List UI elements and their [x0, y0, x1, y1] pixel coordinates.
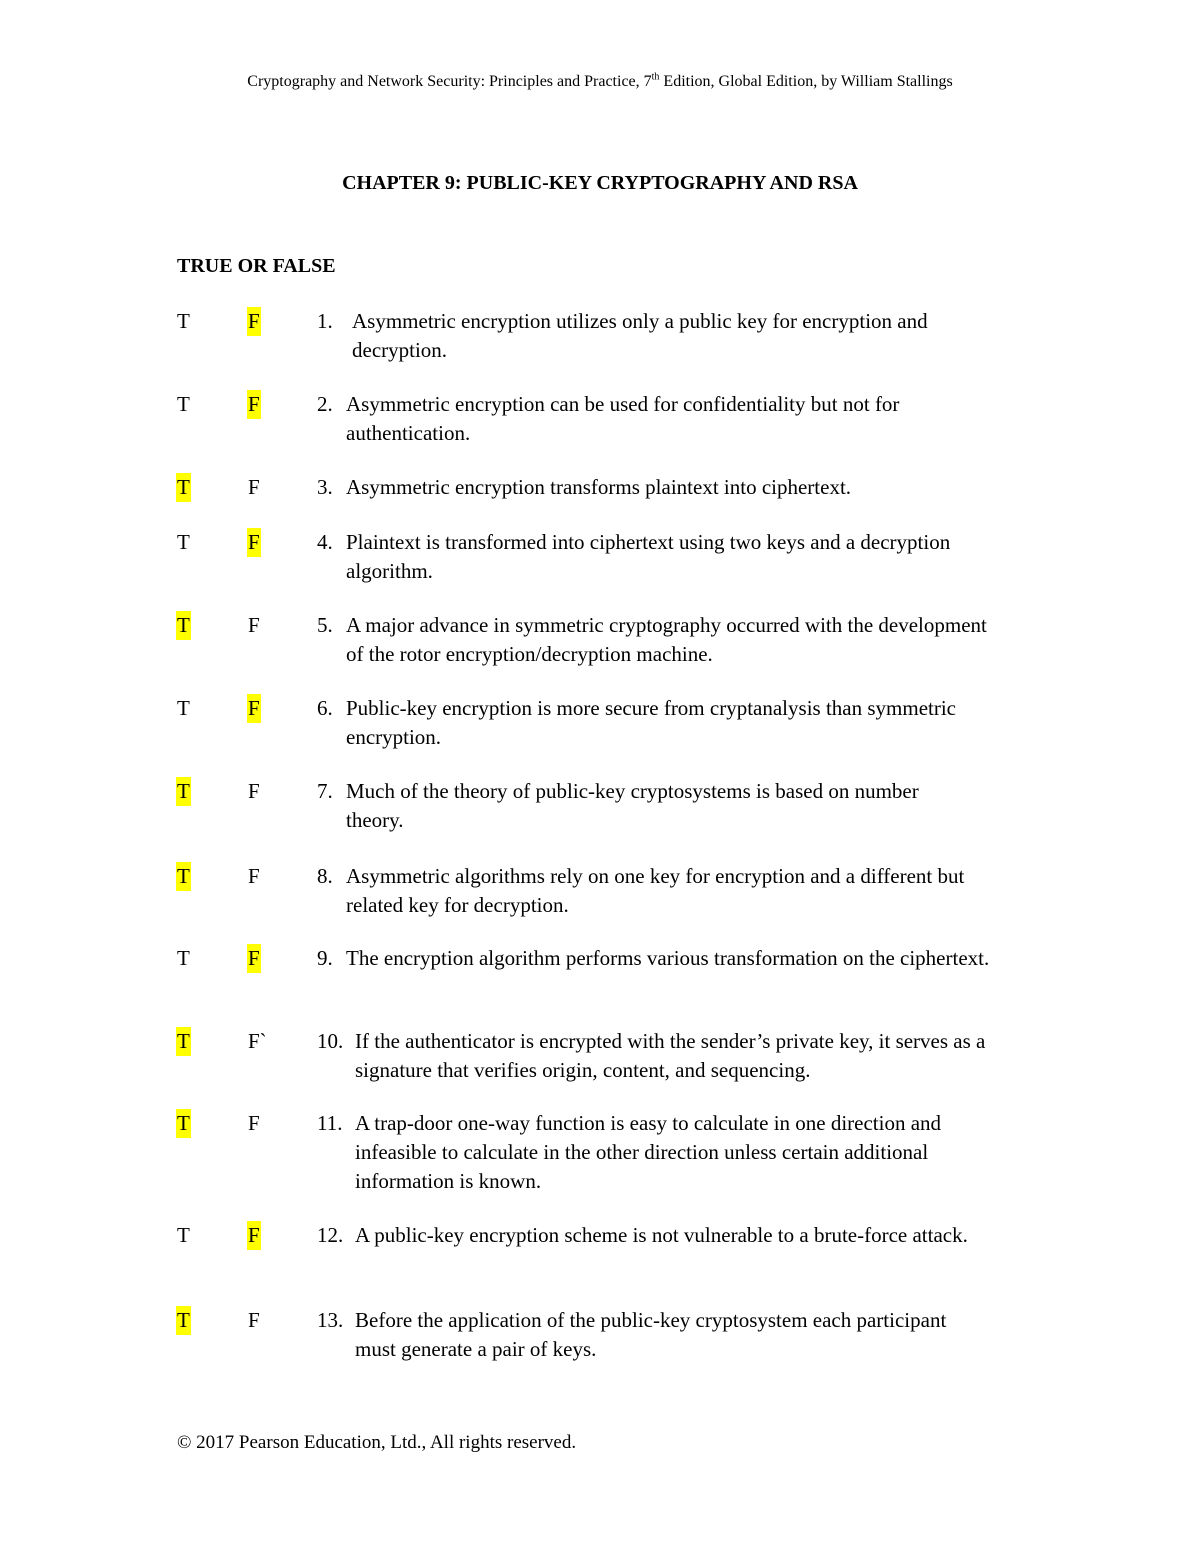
question-number: 3.: [317, 475, 333, 499]
question-number: 4.: [317, 530, 333, 554]
question-number: 10.: [317, 1029, 344, 1053]
option-true: T: [177, 1223, 190, 1247]
question-text: Much of the theory of public-key cryptosystems is based on number theory.: [346, 779, 919, 832]
chapter-title: CHAPTER 9: PUBLIC-KEY CRYPTOGRAPHY AND RSA: [342, 172, 858, 194]
question-number: 5.: [317, 613, 333, 637]
option-false: F: [248, 475, 260, 499]
option-true: T: [176, 611, 191, 640]
option-false: F: [247, 694, 261, 723]
question-number: 2.: [317, 392, 333, 416]
question-number: 12.: [317, 1223, 344, 1247]
question-number: 1.: [317, 309, 333, 333]
section-title: TRUE OR FALSE: [177, 255, 336, 277]
edition-superscript: th: [651, 71, 660, 83]
option-true: T: [177, 946, 190, 970]
option-true: T: [176, 473, 191, 502]
option-true: T: [177, 530, 190, 554]
option-true: T: [176, 862, 191, 891]
running-header-text: Cryptography and Network Security: Principles and Practice, 7: [247, 73, 652, 90]
question-text: Asymmetric encryption can be used for confidentiality but not for authentication.: [346, 392, 900, 445]
option-false: F: [248, 613, 260, 637]
question-text: A trap-door one-way function is easy to calculate in one direction and infeasible to calculate in the other direction unless certain additional information is known.: [355, 1111, 942, 1193]
running-header-rest: Edition, Global Edition, by William Stallings: [659, 73, 953, 90]
question-text: A major advance in symmetric cryptography occurred with the development of the rotor encryption/decryption machine.: [346, 613, 987, 666]
option-true: T: [177, 392, 190, 416]
option-false: F: [248, 1111, 260, 1135]
option-true: T: [176, 1027, 191, 1056]
option-false: F: [247, 390, 261, 419]
question-text: Before the application of the public-key cryptosystem each participant must generate a pair of keys.: [355, 1308, 947, 1361]
option-false: F: [248, 779, 260, 803]
question-number: 13.: [317, 1308, 344, 1332]
copyright-footer: © 2017 Pearson Education, Ltd., All rights reserved.: [177, 1432, 577, 1453]
question-number: 9.: [317, 946, 333, 970]
question-text: If the authenticator is encrypted with the sender’s private key, it serves as a signature that verifies origin, content, and sequencing.: [355, 1029, 986, 1082]
question-text: The encryption algorithm performs various transformation on the ciphertext.: [346, 946, 990, 970]
option-true: T: [177, 309, 190, 333]
question-number: 6.: [317, 696, 333, 720]
option-false: F: [247, 1221, 261, 1250]
option-false: F: [248, 864, 260, 888]
question-text: Public-key encryption is more secure from cryptanalysis than symmetric encryption.: [346, 696, 956, 749]
question-text: A public-key encryption scheme is not vulnerable to a brute-force attack.: [355, 1223, 968, 1247]
question-number: 8.: [317, 864, 333, 888]
question-text: Asymmetric encryption utilizes only a public key for encryption and decryption.: [352, 309, 928, 362]
option-true: T: [176, 777, 191, 806]
option-false: F`: [248, 1029, 267, 1053]
question-number: 7.: [317, 779, 333, 803]
question-number: 11.: [317, 1111, 343, 1135]
question-text: Plaintext is transformed into ciphertext using two keys and a decryption algorithm.: [346, 530, 951, 583]
option-true: T: [176, 1306, 191, 1335]
option-false: F: [247, 307, 261, 336]
option-false: F: [247, 944, 261, 973]
option-false: F: [247, 528, 261, 557]
option-false: F: [248, 1308, 260, 1332]
question-text: Asymmetric encryption transforms plaintext into ciphertext.: [346, 475, 852, 499]
option-true: T: [176, 1109, 191, 1138]
question-text: Asymmetric algorithms rely on one key for encryption and a different but related key for decryption.: [346, 864, 965, 917]
option-true: T: [177, 696, 190, 720]
